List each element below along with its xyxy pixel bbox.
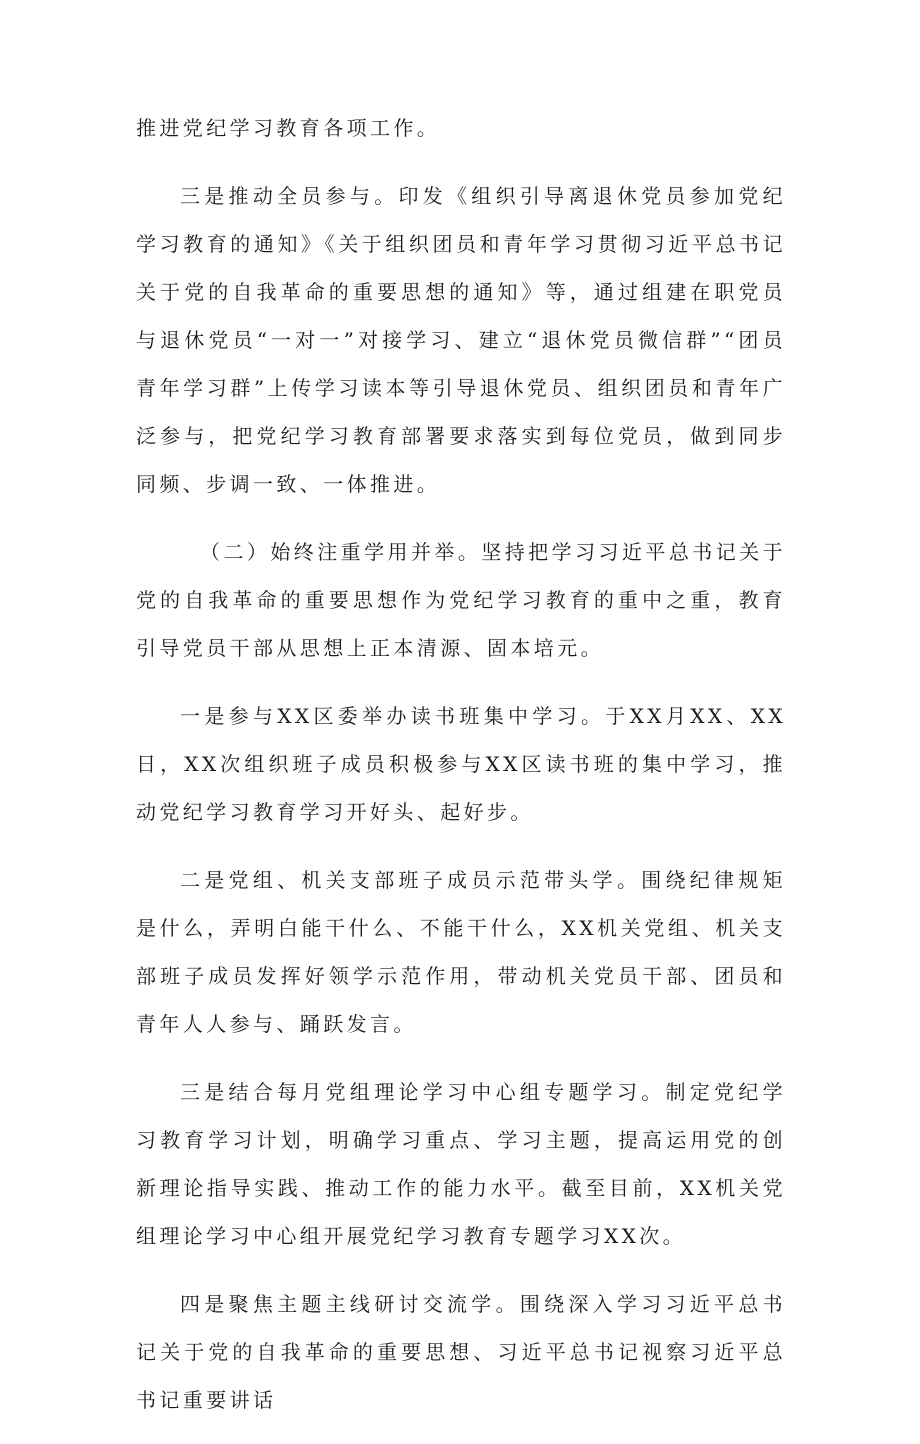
paragraph-leadership-example: 二是党组、机关支部班子成员示范带头学。围绕纪律规矩是什么，弄明白能干什么、不能干什么，XX机关党组、机关支部班子成员发挥好领学示范作用，带动机关党员干部、团员和青年人人参与、踊跃发言。 xyxy=(136,868,786,1036)
paragraph-full-participation: 三是推动全员参与。印发《组织引导离退休党员参加党纪学习教育的通知》《关于组织团员和青年学习贯彻习近平总书记关于党的自我革命的重要思想的通知》等，通过组建在职党员与退休党员“一对一”对接学习、建立“退休党员微信群”“团员青年学习群”上传学习读本等引导退休党员、组织团员和青年广泛参与，把党纪学习教育部署要求落实到每位党员，做到同步同频、步调一致、一体推进。 xyxy=(136,184,786,496)
section-heading-study-and-apply: （二）始终注重学用并举。坚持把学习习近平总书记关于党的自我革命的重要思想作为党纪学习教育的重中之重，教育引导党员干部从思想上正本清源、固本培元。 xyxy=(136,540,786,660)
paragraph-district-reading-class: 一是参与XX区委举办读书班集中学习。于XX月XX、XX日，XX次组织班子成员积极参与XX区读书班的集中学习，推动党纪学习教育学习开好头、起好步。 xyxy=(136,704,786,824)
paragraph-monthly-theory-study: 三是结合每月党组理论学习中心组专题学习。制定党纪学习教育学习计划，明确学习重点、学习主题，提高运用党的创新理论指导实践、推动工作的能力水平。截至目前，XX机关党组理论学习中心组开展党纪学习教育专题学习XX次。 xyxy=(136,1080,786,1248)
paragraph-continuation: 推进党纪学习教育各项工作。 xyxy=(136,116,441,140)
paragraph-theme-discussion: 四是聚焦主题主线研讨交流学。围绕深入学习习近平总书记关于党的自我革命的重要思想、习近平总书记视察习近平总书记重要讲话 xyxy=(136,1292,786,1412)
document-body xyxy=(136,104,786,1444)
